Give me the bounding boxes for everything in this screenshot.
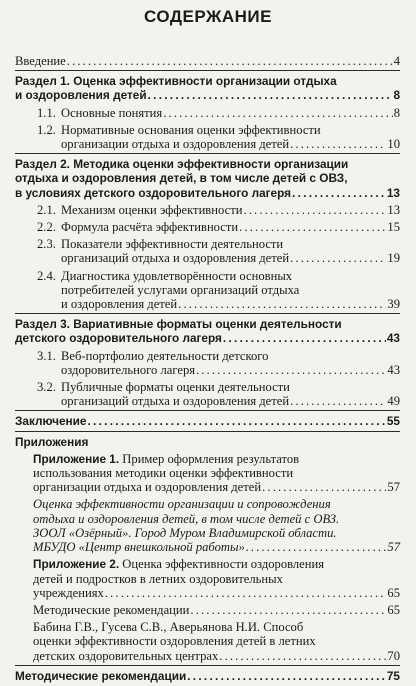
toc-entry-2-3[interactable]: 2.3. Показатели эффективности деятельности организаций отдыха и оздоровления детей . . . 19 xyxy=(15,237,400,265)
toc-entry-2-2[interactable]: 2.2. Формула расчёта эффективности . . . 15 xyxy=(15,220,400,234)
page-number: 10 xyxy=(387,137,400,152)
page-number: 8 xyxy=(393,88,400,103)
toc-entry-guidelines[interactable]: Методические рекомендации . . . 75 xyxy=(15,669,400,683)
toc-entry-section-1[interactable]: Раздел 1. Оценка эффективности организации отдыха и оздоровления детей . . . 8 xyxy=(15,74,400,102)
page-number: 13 xyxy=(387,202,400,217)
page-number: 19 xyxy=(387,251,400,266)
page-number: 70 xyxy=(387,648,400,663)
page-number: 65 xyxy=(387,585,400,600)
page-number: 65 xyxy=(387,602,400,617)
page-number: 13 xyxy=(386,185,400,200)
page-number: 8 xyxy=(393,105,400,120)
page-number: 55 xyxy=(386,414,400,429)
toc-entry-conclusion[interactable]: Заключение . . . 55 xyxy=(15,414,400,431)
page-number: 57 xyxy=(387,480,400,495)
toc-entry-appendix-2-guidelines[interactable]: Методические рекомендации . . . 65 xyxy=(15,603,400,617)
toc-entry-1-2[interactable]: 1.2. Нормативные основания оценки эффективности организации отдыха и оздоровления детей . . . 10 xyxy=(15,123,400,154)
toc-entry-appendix-2-babina[interactable]: Бабина Г.В., Гусева С.В., Аверьянова Н.И. Способ оценки эффективности оздоровления детей в летних детских оздоровительных центрах . . . 70 xyxy=(15,620,400,666)
toc-entry-3-2[interactable]: 3.2. Публичные форматы оценки деятельности организаций отдыха и оздоровления детей . . . 49 xyxy=(15,380,400,411)
toc-entry-appendix-1[interactable]: Приложение 1. Пример оформления результатов использования методики оценки эффективности организации отдыха и оздоровления детей . . . 57 xyxy=(15,452,400,495)
toc-entry-3-1[interactable]: 3.1. Веб-портфолио деятельности детского оздоровительного лагеря . . . 43 xyxy=(15,349,400,377)
toc-entry-2-1[interactable]: 2.1. Механизм оценки эффективности . . . 13 xyxy=(15,203,400,217)
page-number: 4 xyxy=(393,54,400,68)
table-of-contents xyxy=(15,54,400,686)
toc-entry-appendix-1-example[interactable]: Оценка эффективности организации и сопровождения отдыха и оздоровления детей, в том числе детей с ОВЗ. ЗООЛ «Озёрный». Город Муром Владимирской области. МБУДО «Центр внешкольной работы» . . . 57 xyxy=(15,497,400,554)
page-title: СОДЕРЖАНИЕ xyxy=(144,7,272,26)
toc-entry-section-2[interactable]: Раздел 2. Методика оценки эффективности организации отдыха и оздоровления детей, в том числе детей с ОВЗ, в условиях детского оздоровительного лагеря . . . 13 xyxy=(15,157,400,200)
toc-entry-intro[interactable]: Введение . . . 4 xyxy=(15,54,400,71)
toc-entry-section-3[interactable]: Раздел 3. Вариативные форматы оценки деятельности детского оздоровительного лагеря . . . 43 xyxy=(15,317,400,345)
toc-entry-2-4[interactable]: 2.4. Диагностика удовлетворённости основных потребителей услугами организаций отдыха и оздоровления детей . . . 39 xyxy=(15,269,400,315)
page-number: 15 xyxy=(387,220,400,235)
toc-entry-appendix-2[interactable]: Приложение 2. Оценка эффективности оздоровления детей и подростков в летних оздоровительных учреждениях . . . 65 xyxy=(15,557,400,600)
page-number: 49 xyxy=(387,394,400,409)
page-number: 75 xyxy=(386,668,400,683)
page-number: 57 xyxy=(387,540,400,555)
page-number: 43 xyxy=(386,331,400,346)
toc-entry-1-1[interactable]: 1.1. Основные понятия . . . 8 xyxy=(15,106,400,120)
page-number: 39 xyxy=(387,297,400,312)
page-number: 43 xyxy=(387,362,400,377)
toc-entry-appendices[interactable]: Приложения xyxy=(15,434,89,449)
